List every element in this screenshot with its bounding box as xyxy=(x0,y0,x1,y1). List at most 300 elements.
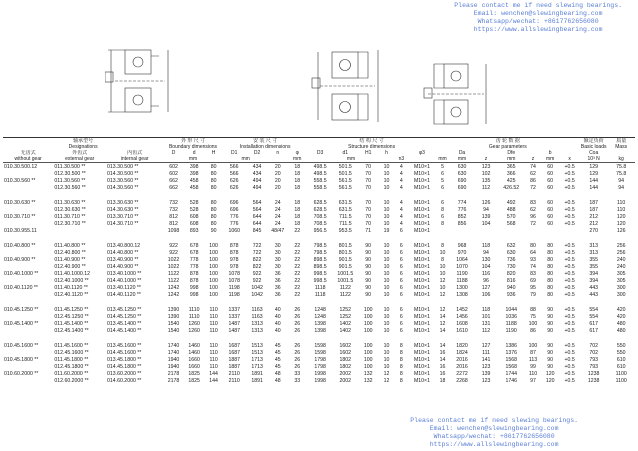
value-cell: 1891 xyxy=(251,377,263,384)
value-cell: 212 xyxy=(589,213,598,220)
designation-cell: 014.30.500 ** xyxy=(107,170,139,177)
value-cell: 434 xyxy=(252,170,262,177)
value-cell: 901.5 xyxy=(338,263,352,270)
value-cell: 365 xyxy=(506,163,516,170)
value-cell: 776 xyxy=(229,213,239,220)
value-cell: 1452 xyxy=(456,306,468,313)
mass-en: Mass xyxy=(615,144,628,150)
value-cell: 564 xyxy=(252,206,262,213)
designation-cell: 010.30.560 ** xyxy=(4,177,36,184)
unit-n3: n3 xyxy=(394,156,408,163)
value-cell: 6 xyxy=(399,263,403,270)
value-cell: 60 xyxy=(547,170,554,177)
value-cell: 100 xyxy=(363,306,373,313)
value-cell: 18 xyxy=(294,163,301,170)
value-cell: 602 xyxy=(169,163,178,170)
value-cell: 1042 xyxy=(251,291,263,298)
value-cell: 80 xyxy=(547,270,554,277)
value-cell: +0.5 xyxy=(564,291,575,298)
value-cell: 793 xyxy=(589,356,598,363)
value-cell: M10×1 xyxy=(413,256,430,263)
value-cell: 1163 xyxy=(251,306,263,313)
value-cell: M10×1 xyxy=(413,349,430,356)
value-cell: 18 xyxy=(294,170,301,177)
value-cell: 30 xyxy=(274,242,281,249)
value-cell: 144 xyxy=(589,177,598,184)
designation-cell: 012.40.1120 ** xyxy=(54,291,89,298)
sym-d: d xyxy=(192,150,196,156)
value-cell: 95 xyxy=(530,284,536,291)
value-cell: 10 xyxy=(383,256,390,263)
value-cell: 100 xyxy=(209,249,218,256)
table-row xyxy=(3,170,635,177)
value-cell: 45 xyxy=(274,349,281,356)
value-cell: 88 xyxy=(530,306,536,313)
value-cell: 1252 xyxy=(339,313,352,320)
value-cell: 6 xyxy=(399,320,403,327)
contact-watermark-bottom xyxy=(410,417,578,449)
value-cell: 5 xyxy=(441,177,445,184)
value-cell: 1602 xyxy=(339,349,352,356)
value-cell: 18 xyxy=(294,177,301,184)
value-cell: 702 xyxy=(589,342,598,349)
designation-cell xyxy=(3,220,53,227)
value-cell: 20 xyxy=(274,170,281,177)
designation-cell xyxy=(53,227,106,234)
designation-cell: 013.45.1400 ** xyxy=(107,320,142,327)
value-cell: 212 xyxy=(589,220,598,227)
value-cell: 30 xyxy=(274,263,281,270)
value-cell: +0.5 xyxy=(564,170,575,177)
designation-cell: 012.30.500 ** xyxy=(54,170,86,177)
value-cell: 90 xyxy=(547,363,554,370)
value-cell: 129 xyxy=(589,163,598,170)
value-cell: 2272 xyxy=(456,370,468,377)
value-cell: 898.5 xyxy=(313,256,327,263)
value-cell: 1122 xyxy=(167,270,180,277)
value-cell: 75.8 xyxy=(616,170,627,177)
value-cell: 90 xyxy=(547,320,554,327)
designation-cell: 010.30.500.12 xyxy=(4,163,38,170)
value-cell: 6 xyxy=(399,284,403,291)
bearing-drawing-no-gear xyxy=(105,42,175,122)
value-cell: 10 xyxy=(383,306,390,313)
value-cell: 1608 xyxy=(456,320,468,327)
value-cell: 48 xyxy=(274,370,281,377)
value-cell: 2178 xyxy=(167,377,180,384)
designation-cell: 010.40.900 ** xyxy=(4,256,36,263)
value-cell: 90 xyxy=(547,342,554,349)
designations-en: Designations xyxy=(68,144,98,150)
value-cell: 644 xyxy=(252,220,262,227)
value-cell: 40 xyxy=(274,320,281,327)
value-cell: 1122 xyxy=(167,277,180,284)
col-int-cn: 内齿式 xyxy=(127,150,143,156)
value-cell: 1337 xyxy=(228,313,240,320)
value-cell: M10×1 xyxy=(413,170,430,177)
unit-load: 10³ N xyxy=(580,156,607,163)
value-cell: 1940 xyxy=(167,363,180,370)
value-cell: 696 xyxy=(229,206,239,213)
value-cell: +0.5 xyxy=(564,184,575,191)
value-cell: 730 xyxy=(506,263,516,270)
value-cell: +0.5 xyxy=(564,256,575,263)
value-cell: 90 xyxy=(547,349,554,356)
designation-cell: 013.60.2000 ** xyxy=(107,370,142,377)
value-cell: 6 xyxy=(441,184,445,191)
unit-da: mm xyxy=(449,156,474,163)
value-cell: 801.5 xyxy=(338,249,352,256)
value-cell: 550 xyxy=(616,342,626,349)
value-cell: 366 xyxy=(506,170,516,177)
value-cell: 20 xyxy=(274,184,281,191)
value-cell: 1460 xyxy=(188,342,200,349)
value-cell: 100 xyxy=(209,242,218,249)
value-cell: 80 xyxy=(210,170,217,177)
designation-cell: 011.40.1120 ** xyxy=(54,284,88,291)
value-cell: 87 xyxy=(530,349,536,356)
value-cell: +0.5 xyxy=(564,213,575,220)
value-cell: 99 xyxy=(530,363,536,370)
designation-cell: 010.40.1000 ** xyxy=(4,270,39,277)
value-cell: 8 xyxy=(399,363,403,370)
value-cell: 4 xyxy=(399,177,403,184)
value-cell: 130 xyxy=(481,256,491,263)
value-cell: 628.5 xyxy=(313,199,327,206)
value-cell: 602 xyxy=(169,170,178,177)
value-cell: 19 xyxy=(383,227,390,234)
designation-cell: 011.40.900 ** xyxy=(54,256,86,263)
designation-cell: 013.30.560 ** xyxy=(107,177,139,184)
value-cell: 8 xyxy=(399,377,403,384)
value-cell: 394 xyxy=(589,270,598,277)
value-cell: 970 xyxy=(457,249,467,256)
contact-phone: Whatsapp/wechat: +8617762656080 xyxy=(477,18,599,25)
value-cell: 112 xyxy=(481,184,491,191)
value-cell: 24 xyxy=(274,199,281,206)
value-cell: 22 xyxy=(294,291,301,298)
value-cell: 96 xyxy=(483,277,489,284)
value-cell: M10×1 xyxy=(413,327,430,334)
value-cell: 488 xyxy=(506,206,516,213)
value-cell: 1060 xyxy=(228,227,240,234)
value-cell: 1386 xyxy=(505,342,517,349)
value-cell: 300 xyxy=(616,291,626,298)
value-cell: +0.5 xyxy=(564,206,575,213)
designation-cell: 012.45.1250 ** xyxy=(54,313,89,320)
value-cell: 1740 xyxy=(167,342,180,349)
value-cell: 1190 xyxy=(505,327,517,334)
value-cell: 132 xyxy=(363,370,373,377)
sym-b: b xyxy=(548,150,552,156)
contact-url[interactable]: https://www.allslewingbearing.com xyxy=(429,441,559,448)
contact-email[interactable]: Email: wenchen@slewingbearing.com xyxy=(429,425,559,432)
row-gap xyxy=(3,334,635,342)
value-cell: 123 xyxy=(481,377,491,384)
designation-cell xyxy=(3,313,53,320)
designation-cell: 012.40.900 ** xyxy=(54,263,86,270)
value-cell: 4 xyxy=(399,220,403,227)
value-cell: 554 xyxy=(589,313,598,320)
gap-cell xyxy=(3,234,635,242)
gap-cell xyxy=(3,298,635,306)
value-cell: 80 xyxy=(210,184,217,191)
value-cell: 135 xyxy=(481,177,491,184)
unit-z: z xyxy=(475,156,498,163)
value-cell: 240 xyxy=(616,256,626,263)
value-cell: 1376 xyxy=(505,349,517,356)
value-cell: M10×1 xyxy=(413,184,430,191)
table-row xyxy=(3,313,635,320)
designation-cell xyxy=(3,291,53,298)
value-cell: +0.5 xyxy=(564,163,575,170)
value-cell: 10 xyxy=(439,263,446,270)
designation-cell: 013.40.1120 ** xyxy=(107,284,141,291)
value-cell: 10 xyxy=(383,199,390,206)
value-cell: 48/47 xyxy=(271,227,285,234)
table-row xyxy=(3,327,635,334)
value-cell: 144 xyxy=(209,377,218,384)
value-cell: 16 xyxy=(439,349,446,356)
value-cell: 30 xyxy=(274,256,281,263)
loads-en: Basic loads xyxy=(580,144,607,150)
value-cell: 45 xyxy=(274,342,281,349)
value-cell: 10 xyxy=(383,184,390,191)
value-cell: 80 xyxy=(210,206,217,213)
designation-cell: 013.30.630 ** xyxy=(107,199,139,206)
value-cell: 10 xyxy=(383,327,390,334)
value-cell: +0.5 xyxy=(564,270,575,277)
value-cell: 801.5 xyxy=(338,242,352,249)
value-cell: 16 xyxy=(439,363,446,370)
value-cell: 90 xyxy=(547,306,554,313)
designation-cell: 012.30.710 ** xyxy=(54,220,86,227)
sym-Dfe: Dfe xyxy=(507,150,516,156)
value-cell: 18 xyxy=(294,220,301,227)
value-cell: 978 xyxy=(229,263,239,270)
contact-line: Please contact me if need slewing bearings. xyxy=(454,2,622,9)
value-cell: 110 xyxy=(209,327,218,334)
value-cell: 8 xyxy=(441,242,445,249)
value-cell: 10 xyxy=(383,270,390,277)
value-cell: 60 xyxy=(547,199,554,206)
value-cell: 90 xyxy=(365,242,372,249)
value-cell: 1252 xyxy=(339,306,352,313)
value-cell: 558.5 xyxy=(313,177,327,184)
designation-cell: 012.45.1600 ** xyxy=(54,349,89,356)
designation-cell: 014.40.900 ** xyxy=(107,263,139,270)
value-cell: 110 xyxy=(617,199,626,206)
value-cell: 558.5 xyxy=(313,184,327,191)
table-row xyxy=(3,349,635,356)
designation-cell: 011.45.1250 ** xyxy=(54,306,89,313)
value-cell: 774 xyxy=(457,199,467,206)
value-cell xyxy=(525,227,541,234)
value-cell: 1337 xyxy=(228,306,240,313)
unit-phi: mm xyxy=(287,156,308,163)
install-cn: 安 装 尺 寸 xyxy=(223,138,308,145)
designation-cell: 014.45.1600 ** xyxy=(107,349,142,356)
designation-cell: 014.30.710 ** xyxy=(107,220,139,227)
value-cell: 24 xyxy=(274,220,281,227)
value-cell: +0.5 xyxy=(564,313,575,320)
value-cell: 953.5 xyxy=(338,227,352,234)
value-cell: 1487 xyxy=(228,320,240,327)
value-cell: 110 xyxy=(528,370,538,377)
value-cell: 12 xyxy=(383,370,390,377)
value-cell: 10 xyxy=(383,213,390,220)
table-row xyxy=(3,284,635,291)
value-cell: 139 xyxy=(481,370,491,377)
value-cell: 187 xyxy=(589,206,598,213)
value-cell: M10×1 xyxy=(413,284,430,291)
value-cell: +0.5 xyxy=(564,242,575,249)
value-cell: +0.5 xyxy=(564,220,575,227)
unit-dfe: mm xyxy=(498,156,525,163)
value-cell: 550 xyxy=(616,349,626,356)
value-cell: 36 xyxy=(274,291,281,298)
designation-cell: 011.40.800 ** xyxy=(54,242,86,249)
value-cell: 10 xyxy=(383,356,390,363)
value-cell: 1568 xyxy=(505,356,517,363)
value-cell: 632 xyxy=(506,242,516,249)
value-cell: 1824 xyxy=(456,349,468,356)
value-cell: 1598 xyxy=(314,342,326,349)
value-cell: 1487 xyxy=(228,327,240,334)
value-cell: M10×1 xyxy=(413,370,430,377)
value-cell: 1238 xyxy=(587,370,600,377)
designation-cell: 013.40.1000 ** xyxy=(107,270,142,277)
value-cell: M10×1 xyxy=(413,277,430,284)
designation-cell: 013.30.710 ** xyxy=(107,213,139,220)
sym-H1: H1 xyxy=(364,150,372,156)
designation-cell: 011.30.560 ** xyxy=(54,177,86,184)
value-cell: 631.5 xyxy=(338,199,352,206)
designation-cell xyxy=(3,327,53,334)
value-cell: 22 xyxy=(294,242,301,249)
value-cell: 126 xyxy=(481,199,491,206)
value-cell: 1744 xyxy=(505,370,517,377)
value-cell: 94 xyxy=(618,184,625,191)
value-cell: 1390 xyxy=(167,313,180,320)
value-cell: 10 xyxy=(439,249,446,256)
value-cell: 100 xyxy=(209,277,218,284)
value-cell: 956.5 xyxy=(313,227,327,234)
value-cell: 1798 xyxy=(314,356,326,363)
value-cell: 10 xyxy=(383,277,390,284)
value-cell: 630 xyxy=(457,170,467,177)
designation-cell: 011.40.1000.12 xyxy=(54,270,91,277)
value-cell: 1456 xyxy=(456,313,468,320)
value-cell: 112 xyxy=(481,327,491,334)
value-cell: 70 xyxy=(365,213,372,220)
value-cell: 630 xyxy=(506,249,516,256)
value-cell: 144 xyxy=(209,370,218,377)
value-cell: 12 xyxy=(383,377,390,384)
value-cell: 120 xyxy=(616,213,626,220)
value-cell: 732 xyxy=(169,199,178,206)
value-cell: 26 xyxy=(294,327,301,334)
table-row xyxy=(3,277,635,284)
value-cell: 69 xyxy=(530,277,536,284)
value-cell: 97 xyxy=(530,377,536,384)
value-cell: 10 xyxy=(383,349,390,356)
value-cell: 75.8 xyxy=(616,163,627,170)
value-cell: 628.5 xyxy=(313,206,327,213)
value-cell: 26 xyxy=(294,313,301,320)
value-cell: 998.5 xyxy=(313,277,327,284)
value-cell: 45 xyxy=(274,356,281,363)
value-cell: 820 xyxy=(506,270,516,277)
designation-cell: 013.45.1800 ** xyxy=(107,356,142,363)
value-cell: 528 xyxy=(189,199,199,206)
value-cell: 355 xyxy=(589,256,598,263)
value-cell: 561.5 xyxy=(338,177,352,184)
unit-b: mm xyxy=(541,156,559,163)
value-cell: 6 xyxy=(399,242,403,249)
designation-cell: 014.60.2000 ** xyxy=(107,377,142,384)
value-cell: 8 xyxy=(399,349,403,356)
designation-cell xyxy=(3,277,53,284)
value-cell: 14 xyxy=(439,327,446,334)
value-cell: 398 xyxy=(189,163,199,170)
contact-email[interactable]: Email: wenchen@slewingbearing.com xyxy=(473,10,603,17)
value-cell: 1044 xyxy=(505,306,517,313)
value-cell: +0.5 xyxy=(564,320,575,327)
designation-cell: 012.30.560 ** xyxy=(54,184,86,191)
value-cell: 922 xyxy=(252,270,262,277)
value-cell: 4 xyxy=(399,170,403,177)
value-cell: M10×1 xyxy=(413,342,430,349)
value-cell: 118 xyxy=(481,306,491,313)
value-cell: 74 xyxy=(530,163,536,170)
value-cell: 26 xyxy=(294,349,301,356)
designation-cell: 014.40.800 ** xyxy=(107,249,139,256)
value-cell: 6 xyxy=(441,199,445,206)
value-cell: 626 xyxy=(229,184,239,191)
unit-m: mm xyxy=(436,156,450,163)
value-cell: 1300 xyxy=(456,284,468,291)
value-cell: 70 xyxy=(365,170,372,177)
value-cell: 110 xyxy=(209,306,218,313)
value-cell: 14 xyxy=(439,313,446,320)
value-cell: 22 xyxy=(294,284,301,291)
value-cell: 1110 xyxy=(188,313,200,320)
value-cell: 434 xyxy=(252,163,262,170)
table-row xyxy=(3,206,635,213)
value-cell: 812 xyxy=(169,220,178,227)
value-cell: 26 xyxy=(294,363,301,370)
designation-cell: 012.45.1800 ** xyxy=(54,363,89,370)
value-cell: 798.5 xyxy=(313,249,327,256)
unit-mass: kg xyxy=(607,156,635,163)
value-cell: 10 xyxy=(439,270,446,277)
value-cell: 90 xyxy=(365,284,372,291)
value-cell: 104 xyxy=(481,220,491,227)
value-cell: 690 xyxy=(457,177,467,184)
contact-url[interactable]: https://www.allslewingbearing.com xyxy=(473,26,603,33)
designation-cell: 014.30.560 ** xyxy=(107,184,139,191)
value-cell: 1398 xyxy=(314,327,326,334)
value-cell: 26 xyxy=(294,342,301,349)
value-cell: 1313 xyxy=(251,320,263,327)
value-cell: 70 xyxy=(365,184,372,191)
value-cell: 86 xyxy=(530,177,536,184)
value-cell: 22 xyxy=(294,263,301,270)
table-row xyxy=(3,163,635,171)
value-cell: 355 xyxy=(589,263,598,270)
value-cell: 878 xyxy=(189,270,199,277)
